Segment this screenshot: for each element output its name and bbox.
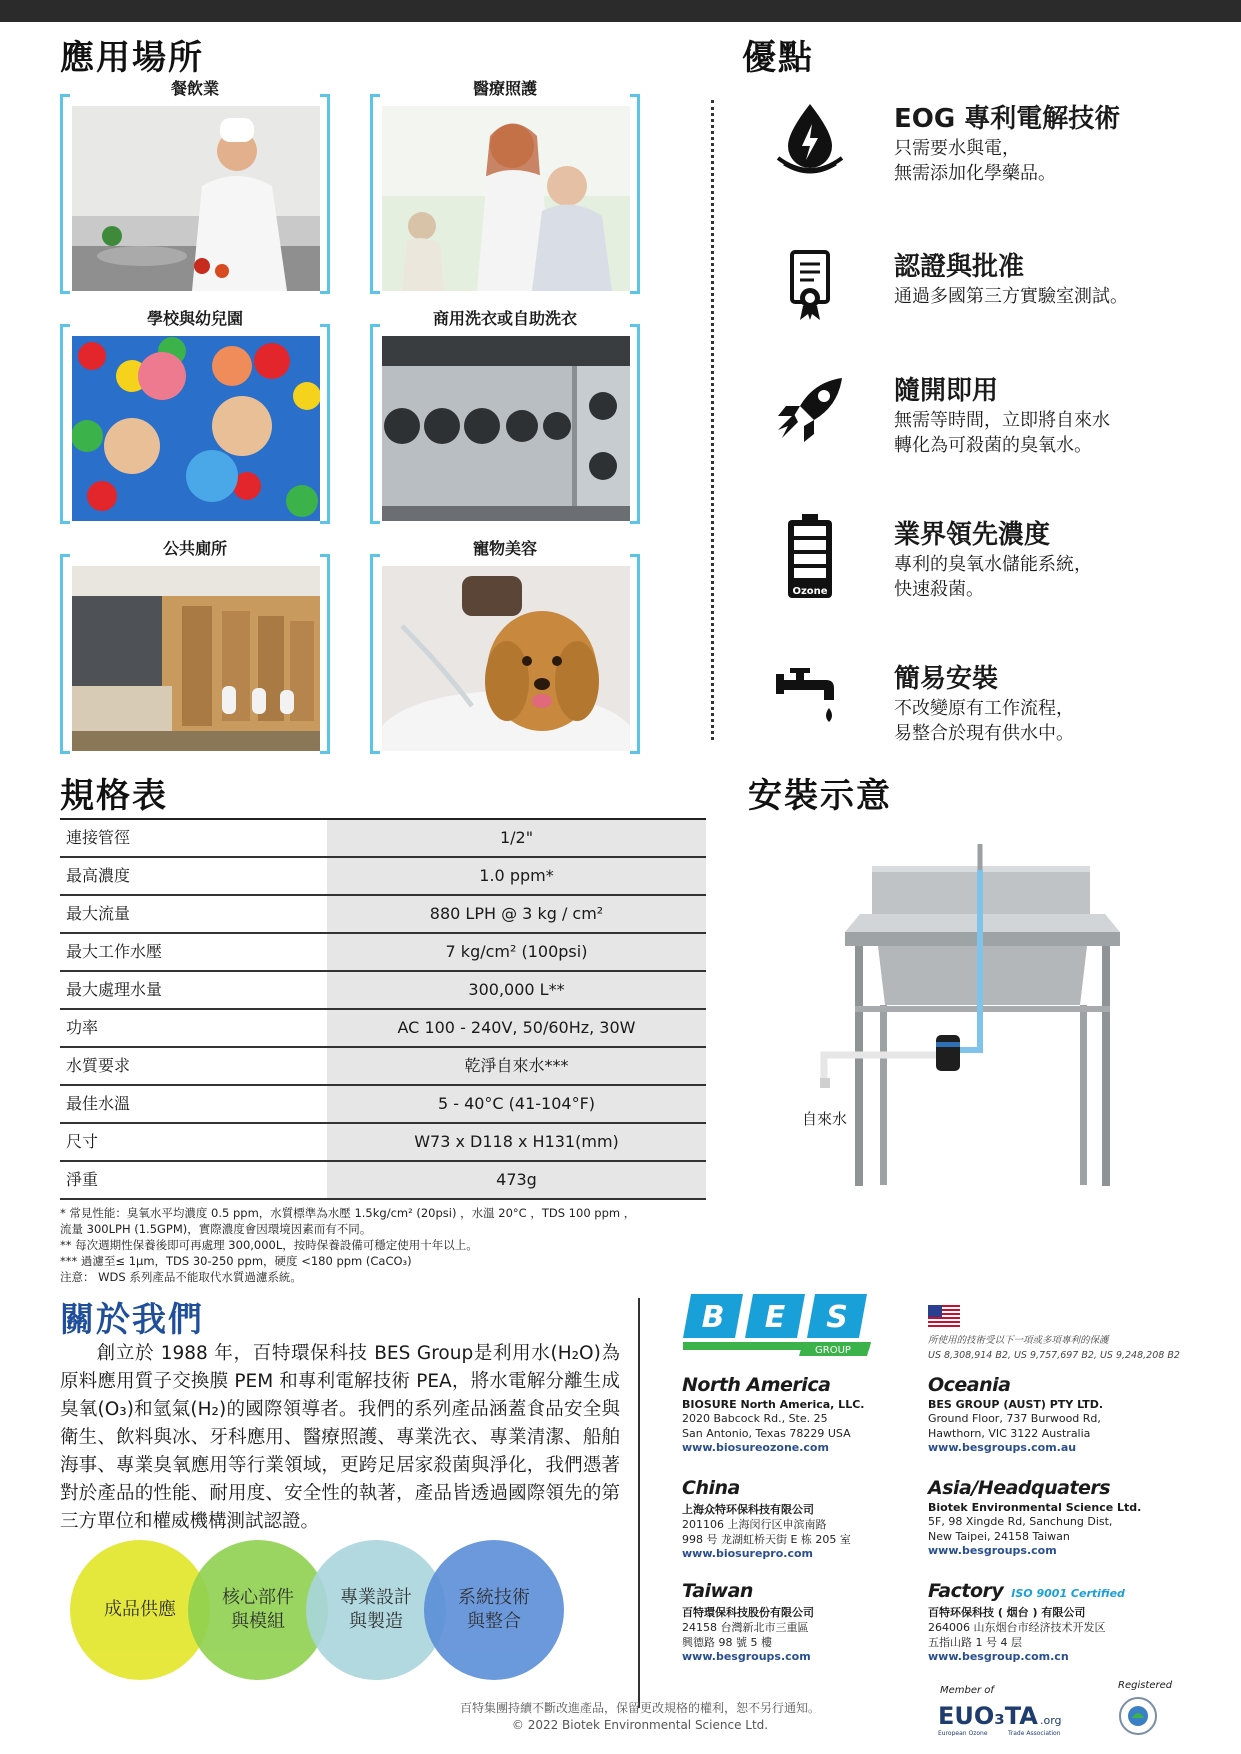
contact-address: 24158 台灣新北市三重區 [682, 1621, 809, 1634]
contact-url[interactable]: www.biosurepro.com [682, 1547, 814, 1560]
registered-label: Registered [1118, 1680, 1173, 1691]
dog-bath-photo [382, 566, 630, 751]
spec-value: 1/2" [327, 820, 706, 856]
advantage-desc: 專利的臭氧水儲能系統， 快速殺菌。 [894, 554, 1092, 600]
euota-logo [938, 1698, 1070, 1736]
spec-row [60, 820, 706, 858]
venue-laundry [370, 309, 640, 532]
spec-value: 473g [327, 1162, 706, 1198]
venue-label: 學校與幼兒園 [146, 309, 243, 328]
contact-company: BIOSURE North America, LLC. [682, 1398, 865, 1411]
contact-north-america [682, 1374, 912, 1454]
top-bar [0, 0, 1241, 22]
spec-key: 最佳水溫 [60, 1086, 327, 1122]
capability-circles [70, 1540, 570, 1685]
advantage-desc: 通過多國第三方實驗室測試。 [894, 286, 1128, 307]
contact-address: Hawthorn, VIC 3122 Australia [928, 1427, 1091, 1440]
contact-region: Asia/Headquaters [928, 1477, 1111, 1499]
advantage-certification [770, 246, 1190, 326]
contact-address: New Taipei, 24158 Taiwan [928, 1530, 1070, 1543]
venue-label: 醫療照護 [472, 79, 537, 98]
venue-pet-grooming [370, 539, 640, 762]
water-power-icon [770, 98, 850, 178]
circle-core-parts: 核心部件 與模組 [188, 1540, 328, 1680]
venue-label: 商用洗衣或自助洗衣 [432, 309, 577, 328]
contact-company: Biotek Environmental Science Ltd. [928, 1501, 1142, 1514]
contact-china [682, 1477, 912, 1560]
contact-region: Oceania [928, 1374, 1011, 1396]
spec-key: 淨重 [60, 1162, 327, 1198]
about-text: 創立於 1988 年，百特環保科技 BES Group是利用水(H₂O)為原料應用質子交換膜 PEM 和專利電解技術 PEA，將水電解分離生成臭氧(O₃)和氫氣(H₂)的國際領導者。我們的系列產品涵蓋食品安全與衛生、飲料與冰、牙科應用、醫療照護、專業洗衣、專業清潔、船舶海事、專業臭氧應用等行業領域，更跨足居家殺菌與淨化，我們憑著對於產品的性能、耐用度、安全性的執著，產品皆透過國際領先的第三方單位和權威機構測試認證。 [60, 1343, 620, 1532]
contact-address: 興德路 98 號 5 樓 [682, 1636, 772, 1649]
circle-design-manufacture: 專業設計 與製造 [306, 1540, 446, 1680]
spec-key: 連接管徑 [60, 820, 327, 856]
logo-letter: S [826, 1300, 848, 1335]
spec-value: AC 100 - 240V, 50/60Hz, 30W [327, 1010, 706, 1046]
venue-school [60, 309, 330, 532]
euota-sub: Trade Association [1008, 1730, 1061, 1736]
footer-disclaimer: 百特集團持續不斷改進產品，保留更改規格的權利，恕不另行通知。 [459, 1701, 820, 1715]
advantage-desc: 只需要水與電， 無需添加化學藥品。 [894, 138, 1056, 184]
certificate-icon [770, 246, 850, 326]
restroom-photo [72, 566, 320, 751]
contact-company: BES GROUP (AUST) PTY LTD. [928, 1398, 1104, 1411]
rocket-icon [770, 370, 850, 450]
spec-row [60, 1124, 706, 1162]
spec-row [60, 858, 706, 896]
advantage-instant [770, 370, 1190, 460]
spec-row [60, 1086, 706, 1124]
spec-key: 水質要求 [60, 1048, 327, 1084]
venue-label: 公共廁所 [162, 539, 227, 558]
advantage-desc: 無需等時間，立即將自來水 轉化為可殺菌的臭氧水。 [894, 410, 1110, 456]
install-heading: 安裝示意 [748, 776, 892, 816]
contact-url[interactable]: www.besgroups.com [928, 1544, 1057, 1557]
venue-restroom [60, 539, 330, 762]
spec-table [60, 820, 706, 1200]
chef-photo [72, 106, 320, 291]
contact-url[interactable]: www.besgroups.com.au [928, 1441, 1077, 1454]
advantage-desc: 不改變原有工作流程， 易整合於現有供水中。 [894, 698, 1074, 744]
contact-address: 五指山路 1 号 4 层 [928, 1636, 1022, 1649]
euota-sub: European Ozone [938, 1730, 988, 1736]
spec-value: 1.0 ppm* [327, 858, 706, 894]
battery-label: Ozone [792, 586, 828, 597]
contact-region: China [682, 1477, 740, 1499]
advantage-title: 隨開即用 [894, 376, 999, 406]
battery-icon [770, 512, 850, 602]
contact-address: 201106 上海闵行区申滨南路 [682, 1518, 827, 1531]
note-line: 流量 300LPH (1.5GPM)，實際濃度會因環境因素而有不同。 [60, 1222, 372, 1236]
column-divider [711, 100, 714, 740]
spec-key: 尺寸 [60, 1124, 327, 1160]
kids-balls-photo [72, 336, 320, 521]
spec-value: 300,000 L** [327, 972, 706, 1008]
spec-value: W73 x D118 x H131(mm) [327, 1124, 706, 1160]
spec-row [60, 1010, 706, 1048]
bes-group-logo [683, 1294, 873, 1358]
about-divider [638, 1298, 640, 1708]
advantage-title: 簡易安裝 [894, 664, 999, 694]
faucet-icon [770, 658, 850, 738]
spec-value: 5 - 40°C (41-104°F) [327, 1086, 706, 1122]
contact-address: San Antonio, Texas 78229 USA [682, 1427, 851, 1440]
advantage-concentration [770, 514, 1190, 604]
contact-address: 264006 山东烟台市经济技术开发区 [928, 1621, 1106, 1634]
laundromat-photo [382, 336, 630, 521]
contact-address: 5F, 98 Xingde Rd, Sanchung Dist, [928, 1515, 1113, 1528]
spec-notes [60, 1205, 635, 1285]
note-line: *** 過濾至≤ 1μm，TDS 30-250 ppm，硬度 <180 ppm (CaCO₃) [60, 1254, 412, 1268]
logo-sub: GROUP [815, 1345, 851, 1356]
venues-heading: 應用場所 [60, 38, 204, 78]
contact-oceania [928, 1374, 1158, 1454]
contact-region: Taiwan [682, 1580, 753, 1602]
contact-company: 百特環保科技股份有限公司 [682, 1606, 814, 1619]
venue-label: 餐飲業 [170, 79, 219, 98]
contact-region: Factory [928, 1580, 1004, 1602]
advantages-heading: 優點 [742, 38, 814, 78]
note-line: 注意： WDS 系列產品不能取代水質過濾系統。 [60, 1270, 302, 1284]
advantage-title: 業界領先濃度 [894, 520, 1051, 550]
advantage-easy-install [770, 658, 1190, 748]
euota-suffix: .org [1040, 1714, 1062, 1727]
contact-company: 上海众特环保科技有限公司 [682, 1503, 814, 1516]
spec-row [60, 1162, 706, 1200]
contact-url[interactable]: www.besgroup.com.cn [928, 1650, 1069, 1663]
contact-address: 998 号 龙湖虹桥天街 E 栋 205 室 [682, 1533, 851, 1546]
spec-key: 最高濃度 [60, 858, 327, 894]
venue-restaurant [60, 79, 330, 302]
footer-copyright: © 2022 Biotek Environmental Science Ltd. [511, 1718, 769, 1732]
spec-key: 功率 [60, 1010, 327, 1046]
iso-badge: ISO 9001 Certified [1011, 1587, 1125, 1600]
contact-factory [928, 1580, 1188, 1663]
advantage-title: EOG 專利電解技術 [894, 104, 1121, 134]
venue-healthcare [370, 79, 640, 302]
contact-region: North America [682, 1374, 831, 1396]
us-flag-icon [928, 1305, 960, 1327]
contact-asia-hq [928, 1477, 1158, 1557]
note-line: ** 每次週期性保養後即可再處理 300,000L，按時保養設備可穩定使用十年以上。 [60, 1238, 478, 1252]
circle-finished-products: 成品供應 [70, 1540, 210, 1680]
footer [445, 1700, 835, 1734]
contact-taiwan [682, 1580, 912, 1663]
spec-key: 最大處理水量 [60, 972, 327, 1008]
logo-letter: B [701, 1300, 725, 1335]
about-heading: 關於我們 [60, 1300, 204, 1340]
spec-row [60, 972, 706, 1010]
spec-value: 乾淨自來水*** [327, 1048, 706, 1084]
tap-water-label: 自來水 [802, 1110, 848, 1128]
circle-system-integration: 系統技術 與整合 [424, 1540, 564, 1680]
spec-value: 7 kg/cm² (100psi) [327, 934, 706, 970]
specs-heading: 規格表 [60, 776, 168, 816]
venue-label: 寵物美容 [472, 539, 537, 558]
contact-url[interactable]: www.besgroups.com [682, 1650, 811, 1663]
install-diagram [800, 830, 1130, 1190]
advantage-title: 認證與批准 [894, 252, 1025, 282]
spec-row [60, 896, 706, 934]
logo-letter: E [764, 1300, 786, 1335]
advantage-eog [770, 98, 1190, 188]
epa-seal-icon [1118, 1696, 1158, 1736]
spec-key: 最大流量 [60, 896, 327, 932]
spec-row [60, 1048, 706, 1086]
contact-url[interactable]: www.biosureozone.com [682, 1441, 829, 1454]
contact-company: 百特环保科技 ( 烟台 ) 有限公司 [928, 1606, 1086, 1619]
spec-key: 最大工作水壓 [60, 934, 327, 970]
note-line: * 常見性能：臭氧水平均濃度 0.5 ppm，水質標準為水壓 1.5kg/cm² (20psi) ，水溫 20°C ，TDS 100 ppm ， [60, 1206, 636, 1220]
member-label: Member of [940, 1685, 994, 1696]
spec-value: 880 LPH @ 3 kg / cm² [327, 896, 706, 932]
nurse-photo [382, 106, 630, 291]
contact-address: 2020 Babcock Rd., Ste. 25 [682, 1412, 828, 1425]
spec-row [60, 934, 706, 972]
contact-address: Ground Floor, 737 Burwood Rd, [928, 1412, 1101, 1425]
patent-notice: 所使用的技術受以下一項或多項專利的保護 US 8,308,914 B2, US 9,757,697 B2, US 9,248,208 B2 [928, 1335, 1180, 1361]
euota-org: EUO₃TA [938, 1702, 1038, 1730]
